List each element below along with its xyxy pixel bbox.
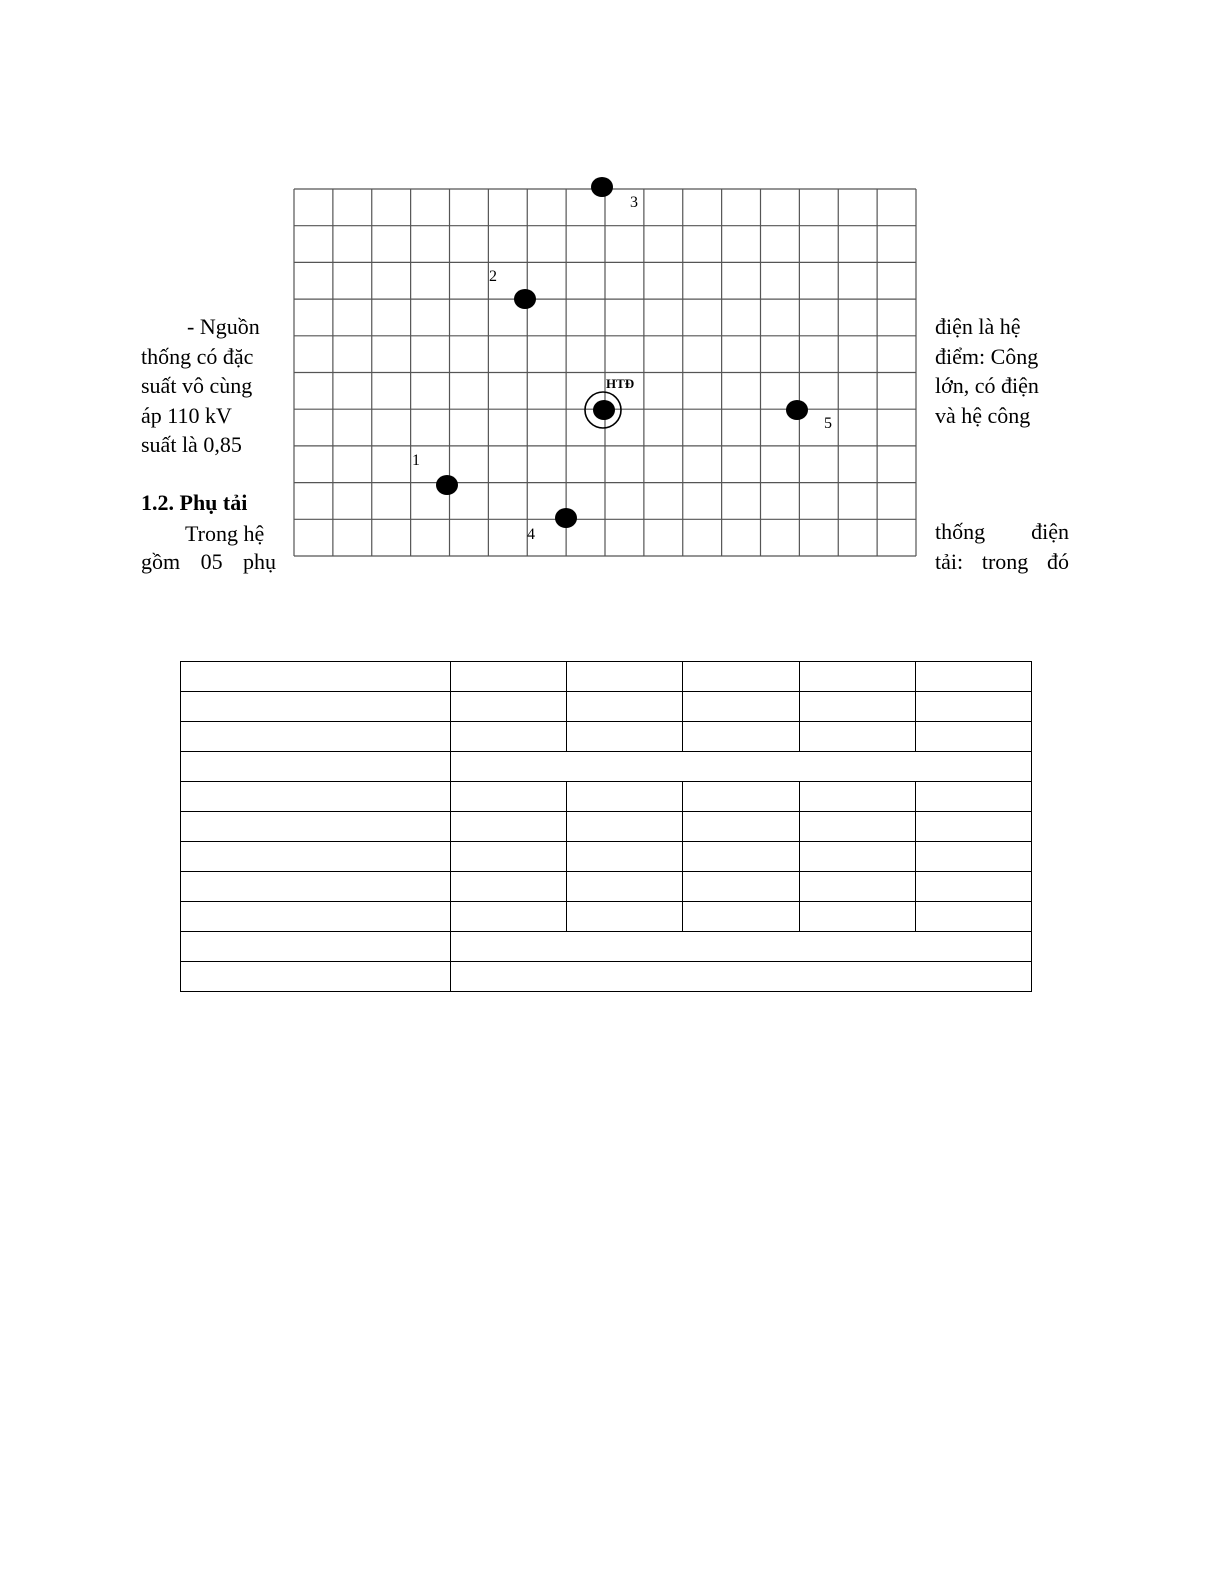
load-location-grid bbox=[0, 0, 1225, 620]
para-right-word: điện bbox=[1031, 519, 1069, 544]
table-cell bbox=[683, 902, 800, 932]
table-cell bbox=[916, 872, 1032, 902]
table-cell bbox=[683, 692, 800, 722]
table-cell bbox=[181, 962, 451, 992]
table-cell bbox=[567, 842, 683, 872]
table-cell bbox=[451, 722, 567, 752]
load-label: 1 bbox=[412, 452, 420, 469]
left-text-line-4: áp 110 kV bbox=[141, 403, 232, 428]
table-cell bbox=[683, 812, 800, 842]
table-cell bbox=[567, 902, 683, 932]
table-row bbox=[181, 752, 1032, 782]
table-row bbox=[181, 782, 1032, 812]
table-cell bbox=[683, 842, 800, 872]
table-cell bbox=[916, 722, 1032, 752]
table-row bbox=[181, 662, 1032, 692]
table-cell bbox=[800, 662, 916, 692]
table-cell bbox=[800, 902, 916, 932]
load-node bbox=[514, 289, 536, 309]
table-cell bbox=[181, 662, 451, 692]
table-cell-merged bbox=[451, 962, 1032, 992]
table-cell bbox=[567, 722, 683, 752]
table-cell bbox=[916, 692, 1032, 722]
table-cell bbox=[451, 842, 567, 872]
para-left-line-1: Trong hệ bbox=[185, 521, 265, 546]
table-cell bbox=[567, 692, 683, 722]
para-left-word: phụ bbox=[243, 549, 276, 574]
left-text-line-1: - Nguồn bbox=[187, 314, 260, 339]
table-cell bbox=[181, 692, 451, 722]
load-label: 3 bbox=[630, 194, 638, 211]
para-right-word: thống bbox=[935, 519, 986, 544]
table-cell bbox=[451, 872, 567, 902]
load-node bbox=[555, 508, 577, 528]
table-cell bbox=[683, 782, 800, 812]
table-cell bbox=[800, 782, 916, 812]
table-cell bbox=[181, 782, 451, 812]
right-text-line-3: lớn, có điện bbox=[935, 373, 1039, 398]
table-cell bbox=[683, 722, 800, 752]
table-cell bbox=[567, 662, 683, 692]
table-cell bbox=[916, 662, 1032, 692]
load-label: 2 bbox=[489, 268, 497, 285]
table-cell-merged bbox=[451, 752, 1032, 782]
para-right-word: tải: bbox=[935, 549, 964, 574]
load-2 bbox=[489, 268, 536, 309]
load-3 bbox=[591, 177, 638, 211]
table-cell bbox=[181, 842, 451, 872]
table-cell bbox=[181, 932, 451, 962]
table-cell bbox=[916, 812, 1032, 842]
table-row bbox=[181, 812, 1032, 842]
right-text-line-2: điểm: Công bbox=[935, 344, 1039, 369]
load-node bbox=[436, 475, 458, 495]
table-cell bbox=[451, 812, 567, 842]
table-cell bbox=[451, 692, 567, 722]
table-cell bbox=[567, 872, 683, 902]
table-row bbox=[181, 932, 1032, 962]
left-text-line-5: suất là 0,85 bbox=[141, 432, 242, 457]
load-1 bbox=[412, 452, 458, 495]
table-cell bbox=[567, 812, 683, 842]
para-right-word: trong bbox=[981, 549, 1029, 574]
table-cell bbox=[181, 902, 451, 932]
table-row bbox=[181, 842, 1032, 872]
table-row bbox=[181, 692, 1032, 722]
table-cell bbox=[451, 782, 567, 812]
load-label: 5 bbox=[824, 415, 832, 432]
table-cell bbox=[683, 662, 800, 692]
para-left-word: gồm bbox=[141, 549, 181, 574]
source-htd bbox=[585, 376, 634, 428]
table-cell bbox=[800, 722, 916, 752]
table-cell bbox=[451, 662, 567, 692]
load-node bbox=[786, 400, 808, 420]
table-cell bbox=[800, 692, 916, 722]
table-cell bbox=[800, 812, 916, 842]
left-text-line-2: thống có đặc bbox=[141, 344, 254, 369]
right-text-line-1: điện là hệ bbox=[935, 314, 1021, 339]
load-4 bbox=[527, 508, 577, 543]
table-cell bbox=[683, 872, 800, 902]
right-text-line-4: và hệ công bbox=[935, 403, 1031, 428]
source-label: HTĐ bbox=[606, 376, 635, 391]
source-node bbox=[593, 400, 615, 420]
table-cell bbox=[800, 842, 916, 872]
para-right-word: đó bbox=[1047, 549, 1069, 574]
para-left-word: 05 bbox=[200, 549, 223, 574]
table-cell bbox=[916, 902, 1032, 932]
table-cell bbox=[181, 722, 451, 752]
table-cell bbox=[567, 782, 683, 812]
grid-lines bbox=[294, 189, 916, 556]
load-label: 4 bbox=[527, 526, 535, 543]
table-row bbox=[181, 962, 1032, 992]
left-text-line-3: suất vô cùng bbox=[141, 373, 253, 398]
load-table bbox=[180, 661, 1032, 992]
table-cell bbox=[916, 842, 1032, 872]
load-5 bbox=[786, 400, 832, 432]
table-row bbox=[181, 902, 1032, 932]
table-cell bbox=[800, 872, 916, 902]
table-cell bbox=[181, 752, 451, 782]
table-cell bbox=[181, 812, 451, 842]
table-cell bbox=[181, 872, 451, 902]
load-node bbox=[591, 177, 613, 197]
table-row bbox=[181, 872, 1032, 902]
table-row bbox=[181, 722, 1032, 752]
table-cell bbox=[451, 902, 567, 932]
section-heading: 1.2. Phụ tải bbox=[141, 490, 248, 515]
table-cell-merged bbox=[451, 932, 1032, 962]
table-cell bbox=[916, 782, 1032, 812]
